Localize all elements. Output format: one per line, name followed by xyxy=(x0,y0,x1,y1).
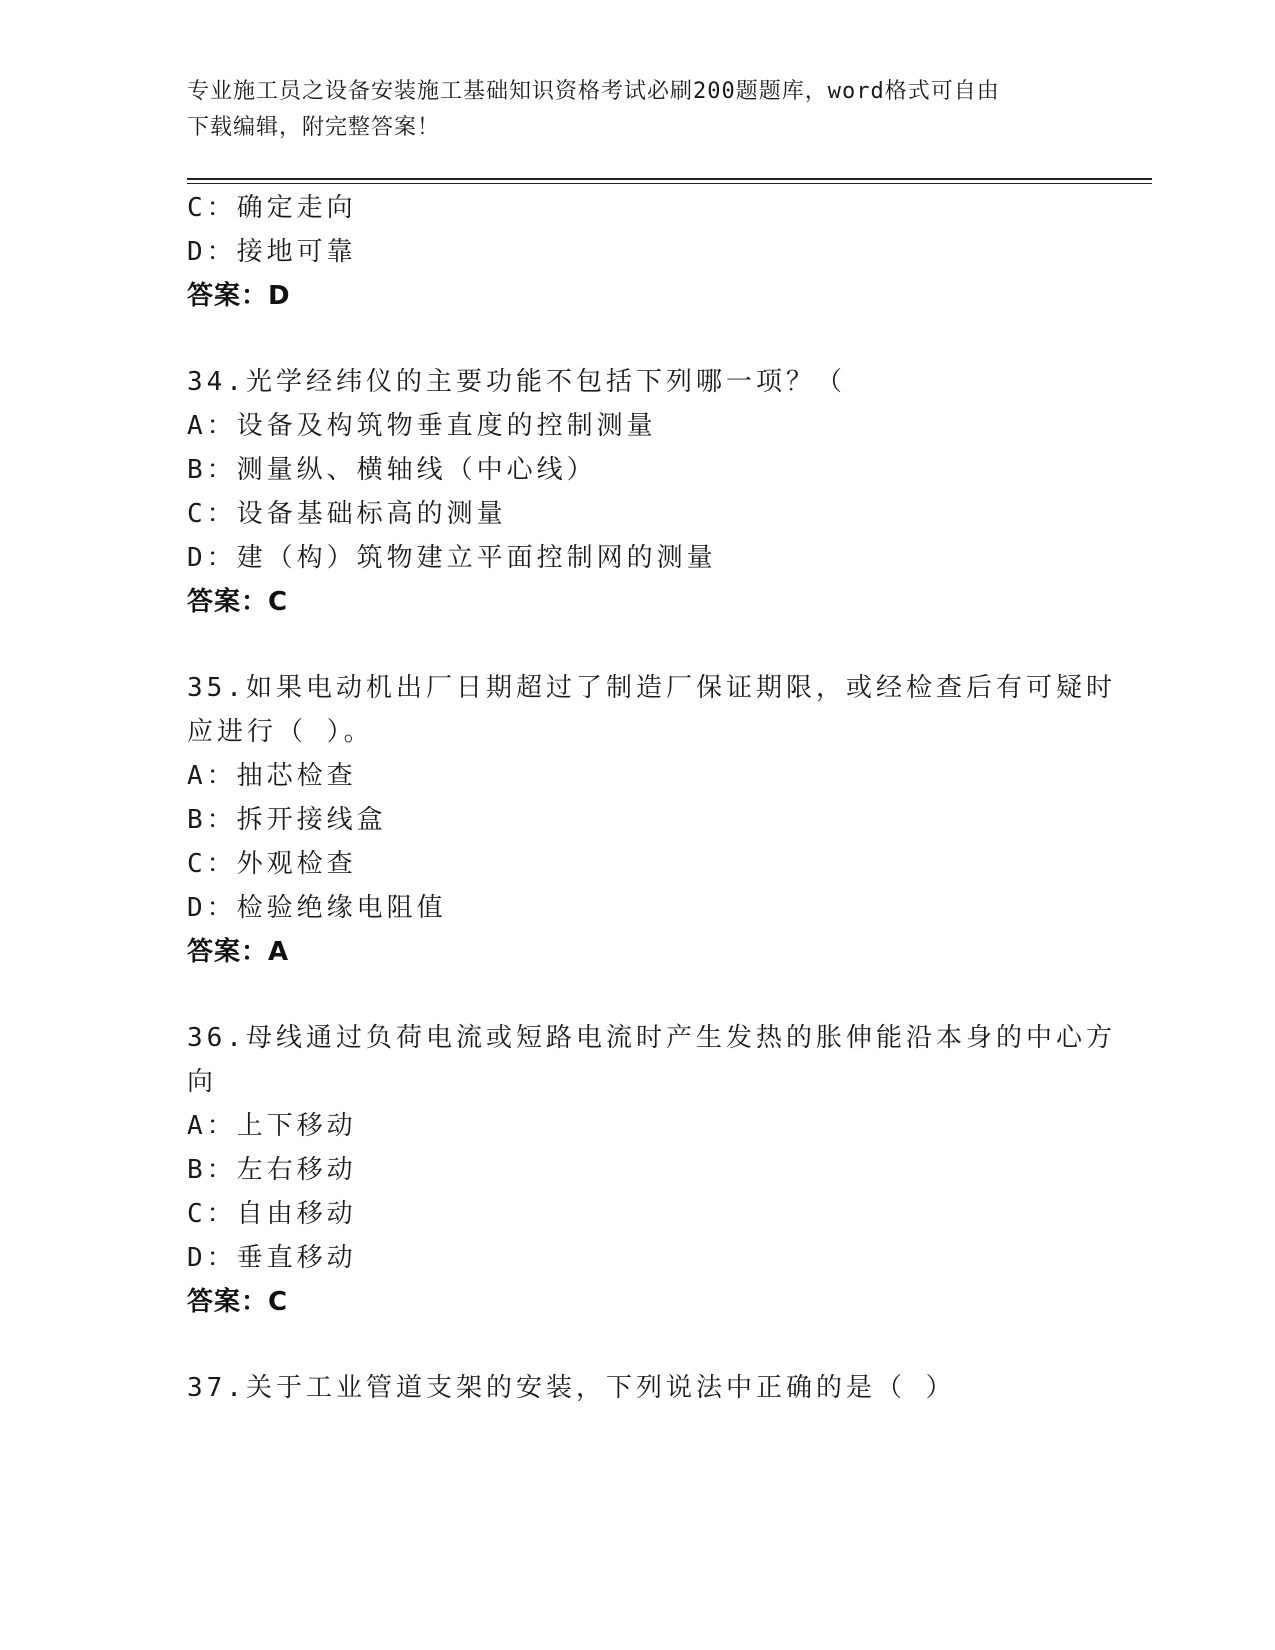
header-rule-thin xyxy=(187,183,1152,184)
q34-option-b: B：测量纵、横轴线（中心线） xyxy=(187,455,597,485)
q34-option-d: D：建（构）筑物建立平面控制网的测量 xyxy=(187,543,717,573)
q34-option-a: A：设备及构筑物垂直度的控制测量 xyxy=(187,411,657,441)
q35-stem-line-2: 应进行（ ）。 xyxy=(187,717,374,747)
q34-stem: 34.光学经纬仪的主要功能不包括下列哪一项？（ xyxy=(187,367,846,397)
q36-option-a: A：上下移动 xyxy=(187,1111,357,1141)
header-rule-thick xyxy=(187,178,1152,180)
q36-option-d: D：垂直移动 xyxy=(187,1243,357,1273)
q34-answer: 答案：C xyxy=(187,587,289,617)
prev-answer: 答案：D xyxy=(187,281,291,311)
header-line-2: 下载编辑，附完整答案！ xyxy=(187,115,441,140)
q36-answer: 答案：C xyxy=(187,1287,289,1317)
q35-option-b: B：拆开接线盒 xyxy=(187,805,387,835)
q35-answer: 答案：A xyxy=(187,937,290,967)
q36-option-b: B：左右移动 xyxy=(187,1155,357,1185)
q35-option-d: D：检验绝缘电阻值 xyxy=(187,893,447,923)
prev-option-c: C：确定走向 xyxy=(187,193,357,223)
q36-option-c: C：自由移动 xyxy=(187,1199,357,1229)
header-line-1: 专业施工员之设备安装施工基础知识资格考试必刷200题题库，word格式可自由 xyxy=(187,79,1000,104)
q35-stem-line-1: 35.如果电动机出厂日期超过了制造厂保证期限，或经检查后有可疑时 xyxy=(187,673,1116,703)
prev-option-d: D：接地可靠 xyxy=(187,237,357,267)
q35-option-a: A：抽芯检查 xyxy=(187,761,357,791)
q35-option-c: C：外观检查 xyxy=(187,849,357,879)
q36-stem-line-2: 向 xyxy=(187,1067,218,1097)
q36-stem-line-1: 36.母线通过负荷电流或短路电流时产生发热的胀伸能沿本身的中心方 xyxy=(187,1023,1116,1053)
q34-option-c: C：设备基础标高的测量 xyxy=(187,499,507,529)
document-header xyxy=(187,74,1087,146)
q37-stem: 37.关于工业管道支架的安装，下列说法中正确的是（ ） xyxy=(187,1373,956,1403)
